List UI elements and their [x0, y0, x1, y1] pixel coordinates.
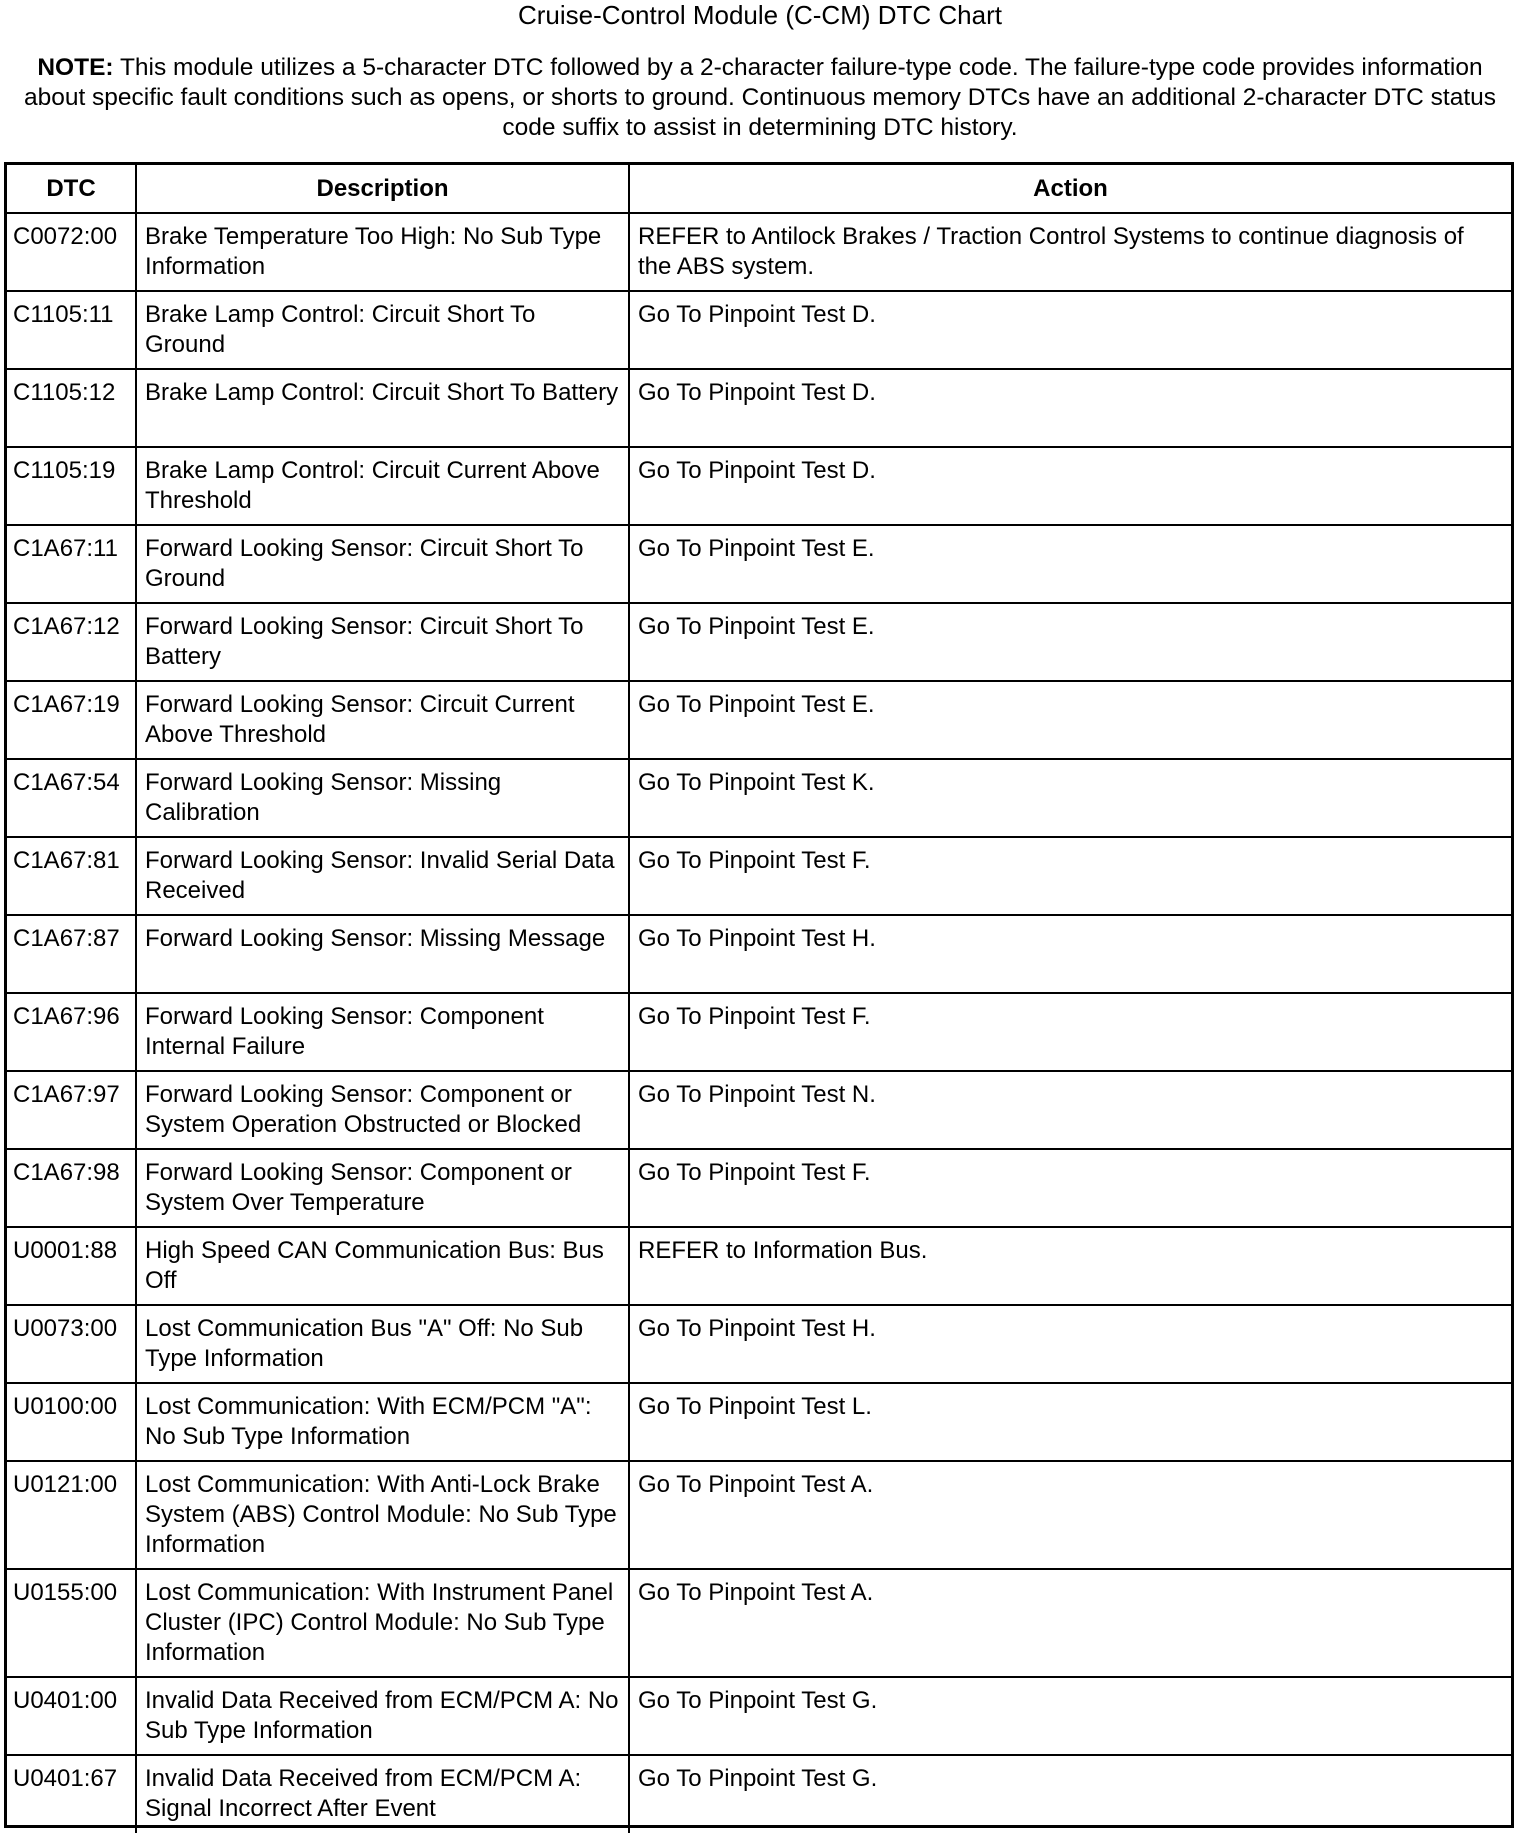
dtc-action: Go To Pinpoint Test E.: [629, 525, 1511, 603]
table-row: [7, 1227, 1511, 1305]
dtc-action: Go To Pinpoint Test D.: [629, 291, 1511, 369]
table-row: [7, 291, 1511, 369]
dtc-action: Go To Pinpoint Test F.: [629, 837, 1511, 915]
dtc-code: C1A67:12: [7, 603, 136, 681]
dtc-action: Go To Pinpoint Test D.: [629, 369, 1511, 447]
dtc-description: Forward Looking Sensor: Missing Message: [136, 915, 629, 993]
page-title: Cruise-Control Module (C-CM) DTC Chart: [518, 0, 1002, 30]
dtc-code: U0155:00: [7, 1569, 136, 1677]
column-header-action: Action: [629, 165, 1511, 213]
table-row: [7, 759, 1511, 837]
table-row: [7, 1383, 1511, 1461]
note-paragraph: [14, 53, 1506, 143]
dtc-action: Go To Pinpoint Test F.: [629, 1149, 1511, 1227]
dtc-code: C0072:00: [7, 213, 136, 291]
note-text: This module utilizes a 5-character DTC followed by a 2-character failure-type code. The failure-type code provides information about specific fault conditions such as opens, or shorts to ground. Continuous memory DTCs have an additional 2-character DTC status code suffix to assist in determining DTC history.: [23, 54, 1497, 141]
dtc-action: Go To Pinpoint Test F.: [629, 993, 1511, 1071]
table-row: [7, 525, 1511, 603]
dtc-description: Forward Looking Sensor: Circuit Current Above Threshold: [136, 681, 629, 759]
dtc-action: Go To Pinpoint Test G.: [629, 1755, 1511, 1833]
dtc-action: Go To Pinpoint Test K.: [629, 759, 1511, 837]
table-row: [7, 1071, 1511, 1149]
dtc-code: U0073:00: [7, 1305, 136, 1383]
dtc-description: Lost Communication Bus "A" Off: No Sub Type Information: [136, 1305, 629, 1383]
dtc-action: REFER to Antilock Brakes / Traction Control Systems to continue diagnosis of the ABS system.: [629, 213, 1511, 291]
dtc-action: Go To Pinpoint Test H.: [629, 915, 1511, 993]
dtc-code: C1A67:11: [7, 525, 136, 603]
dtc-description: Brake Lamp Control: Circuit Current Above Threshold: [136, 447, 629, 525]
column-header-description: Description: [136, 165, 629, 213]
dtc-code: C1105:12: [7, 369, 136, 447]
dtc-description: Forward Looking Sensor: Component or System Over Temperature: [136, 1149, 629, 1227]
table-row: [7, 1461, 1511, 1569]
dtc-action: Go To Pinpoint Test N.: [629, 1071, 1511, 1149]
table-row: [7, 603, 1511, 681]
dtc-description: Brake Temperature Too High: No Sub Type Information: [136, 213, 629, 291]
dtc-table-frame: [4, 162, 1514, 1828]
dtc-description: Invalid Data Received from ECM/PCM A: Signal Incorrect After Event: [136, 1755, 629, 1833]
dtc-description: Brake Lamp Control: Circuit Short To Battery: [136, 369, 629, 447]
dtc-code: U0121:00: [7, 1461, 136, 1569]
dtc-code: C1A67:98: [7, 1149, 136, 1227]
dtc-description: High Speed CAN Communication Bus: Bus Off: [136, 1227, 629, 1305]
table-row: [7, 837, 1511, 915]
dtc-description: Brake Lamp Control: Circuit Short To Ground: [136, 291, 629, 369]
dtc-code: U0401:67: [7, 1755, 136, 1833]
table-row: [7, 1755, 1511, 1833]
dtc-action: Go To Pinpoint Test L.: [629, 1383, 1511, 1461]
dtc-action: Go To Pinpoint Test E.: [629, 681, 1511, 759]
dtc-action: Go To Pinpoint Test E.: [629, 603, 1511, 681]
table-row: [7, 447, 1511, 525]
dtc-action: Go To Pinpoint Test A.: [629, 1461, 1511, 1569]
dtc-description: Invalid Data Received from ECM/PCM A: No Sub Type Information: [136, 1677, 629, 1755]
dtc-description: Forward Looking Sensor: Circuit Short To Ground: [136, 525, 629, 603]
dtc-description: Lost Communication: With Anti-Lock Brake System (ABS) Control Module: No Sub Type Information: [136, 1461, 629, 1569]
dtc-code: U0001:88: [7, 1227, 136, 1305]
table-row: [7, 915, 1511, 993]
dtc-code: C1A67:87: [7, 915, 136, 993]
table-row: [7, 1677, 1511, 1755]
dtc-action: Go To Pinpoint Test H.: [629, 1305, 1511, 1383]
dtc-description: Lost Communication: With ECM/PCM "A": No Sub Type Information: [136, 1383, 629, 1461]
table-row: [7, 1569, 1511, 1677]
dtc-description: Forward Looking Sensor: Component Internal Failure: [136, 993, 629, 1071]
column-header-dtc: DTC: [7, 165, 136, 213]
table-row: [7, 369, 1511, 447]
dtc-description: Forward Looking Sensor: Component or System Operation Obstructed or Blocked: [136, 1071, 629, 1149]
dtc-action: Go To Pinpoint Test D.: [629, 447, 1511, 525]
dtc-description: Forward Looking Sensor: Circuit Short To Battery: [136, 603, 629, 681]
dtc-code: U0100:00: [7, 1383, 136, 1461]
dtc-action: Go To Pinpoint Test G.: [629, 1677, 1511, 1755]
dtc-code: C1A67:97: [7, 1071, 136, 1149]
dtc-description: Forward Looking Sensor: Missing Calibration: [136, 759, 629, 837]
table-header-row: [7, 165, 1511, 213]
table-row: [7, 681, 1511, 759]
table-row: [7, 1305, 1511, 1383]
dtc-code: C1105:19: [7, 447, 136, 525]
dtc-code: C1A67:81: [7, 837, 136, 915]
table-row: [7, 1149, 1511, 1227]
table-row: [7, 993, 1511, 1071]
dtc-description: Forward Looking Sensor: Invalid Serial Data Received: [136, 837, 629, 915]
dtc-action: Go To Pinpoint Test A.: [629, 1569, 1511, 1677]
dtc-code: C1105:11: [7, 291, 136, 369]
dtc-action: REFER to Information Bus.: [629, 1227, 1511, 1305]
dtc-code: C1A67:19: [7, 681, 136, 759]
table-row: [7, 213, 1511, 291]
dtc-description: Lost Communication: With Instrument Panel Cluster (IPC) Control Module: No Sub Type Information: [136, 1569, 629, 1677]
dtc-code: U0401:00: [7, 1677, 136, 1755]
dtc-code: C1A67:54: [7, 759, 136, 837]
dtc-code: C1A67:96: [7, 993, 136, 1071]
dtc-table: [7, 165, 1511, 1833]
note-label: NOTE:: [37, 54, 114, 81]
